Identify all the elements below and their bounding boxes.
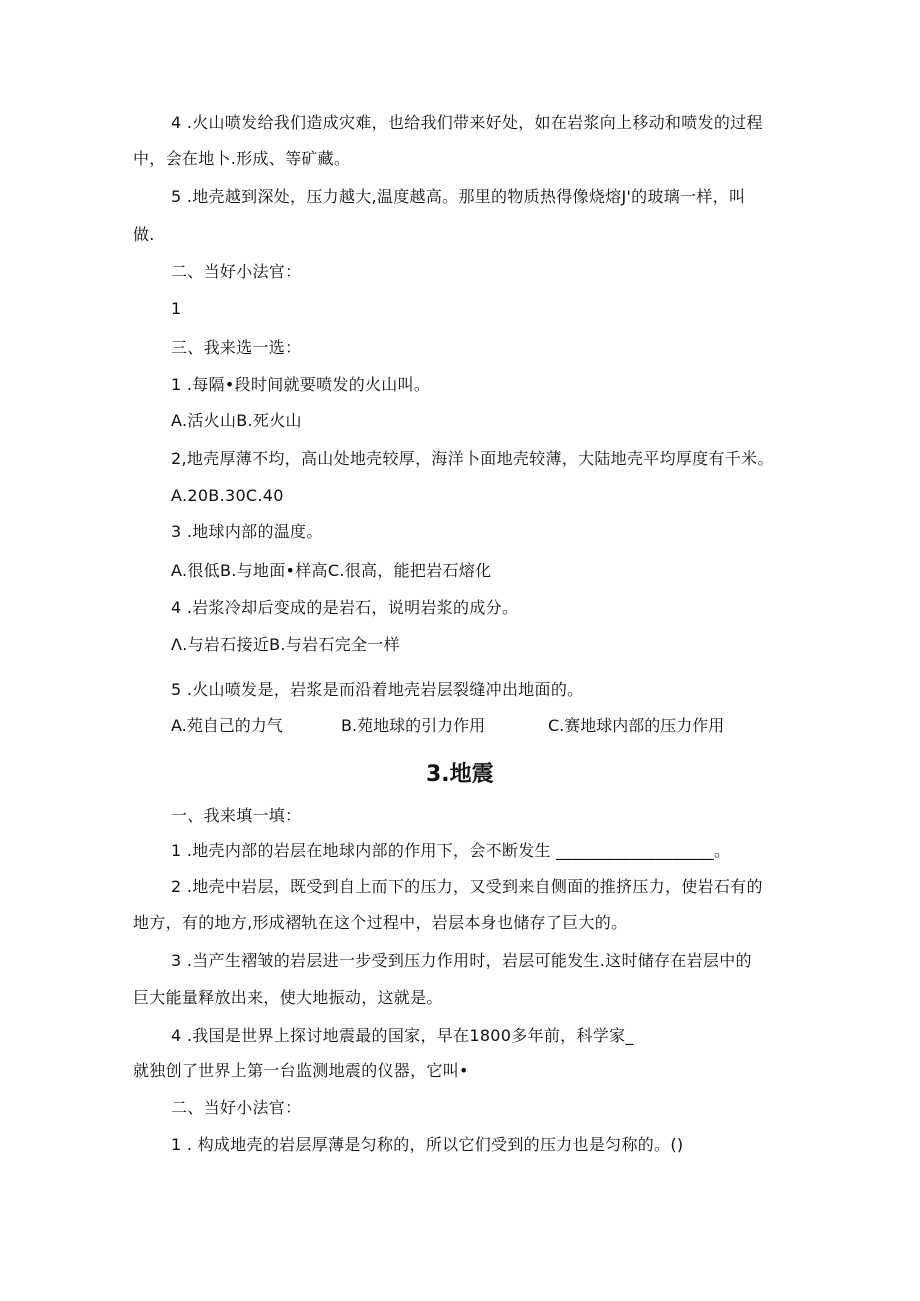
volcano-choice-q1-options: A.活火山B.死火山 xyxy=(171,411,302,430)
volcano-fill-q5-line2: 做. xyxy=(133,225,155,244)
earthquake-judge-q1: 1 . 构成地壳的岩层厚薄是匀称的，所以它们受到的压力也是匀称的。() xyxy=(171,1135,684,1154)
earthquake-fill-q1: 1 .地壳内部的岩层在地球内部的作用下，会不断发生 ___________________。 xyxy=(171,841,731,860)
volcano-judge-heading: 二、当好小法官： xyxy=(171,262,302,281)
volcano-choice-q4: 4 .岩浆冷却后变成的是岩石，说明岩浆的成分。 xyxy=(171,598,519,617)
volcano-choice-heading: 三、我来选一选： xyxy=(171,338,302,357)
volcano-choice-q5-option-a: A.苑自己的力气 xyxy=(171,716,283,735)
earthquake-fill-q4-line1: 4 .我国是世界上探讨地震最的国家，早在1800多年前，科学家_ xyxy=(171,1026,634,1045)
earthquake-section-title: 3.地震 xyxy=(426,762,494,787)
earthquake-fill-q2-line1: 2 .地壳中岩层，既受到自上而下的压力，又受到来自侧面的推挤压力，使岩石有的 xyxy=(171,877,763,896)
volcano-choice-q1: 1 .每隔•段时间就要喷发的火山叫。 xyxy=(171,375,431,394)
volcano-choice-q3-options: A.很低B.与地面•样高C.很高，能把岩石熔化 xyxy=(171,561,492,580)
volcano-choice-q3: 3 .地球内部的温度。 xyxy=(171,522,323,541)
volcano-choice-q2-options: A.20B.30C.40 xyxy=(171,486,284,505)
earthquake-judge-heading: 二、当好小法官： xyxy=(171,1098,302,1117)
earthquake-fill-heading: 一、我来填一填： xyxy=(171,806,302,825)
volcano-choice-q5: 5 .火山喷发是，岩浆是而沿着地壳岩层裂缝冲出地面的。 xyxy=(171,680,584,699)
earthquake-fill-q2-line2: 地方，有的地方,形成褶轨在这个过程中，岩层本身也储存了巨大的。 xyxy=(133,913,628,932)
volcano-fill-q4-line2: 中，会在地卜.形成、等矿藏。 xyxy=(133,149,351,168)
earthquake-fill-q4-line2: 就独创了世界上第一台监测地震的仪器，它叫• xyxy=(133,1061,469,1080)
volcano-choice-q2: 2,地壳厚薄不均，高山处地壳较厚，海洋卜面地壳较薄，大陆地壳平均厚度有千米。 xyxy=(171,449,774,468)
volcano-fill-q5-line1: 5 .地壳越到深处，压力越大,温度越高。那里的物质热得像烧熔J'的玻璃一样，叫 xyxy=(171,187,746,206)
volcano-choice-q5-option-c: C.赛地球内部的压力作用 xyxy=(548,716,725,735)
volcano-choice-q5-option-b: B.苑地球的引力作用 xyxy=(341,716,486,735)
volcano-fill-q4-line1: 4 .火山喷发给我们造成灾难，也给我们带来好处，如在岩浆向上移动和喷发的过程 xyxy=(171,113,763,132)
earthquake-fill-q3-line2: 巨大能量释放出来，使大地振动，这就是。 xyxy=(133,988,443,1007)
volcano-choice-q4-options: Λ.与岩石接近B.与岩石完全一样 xyxy=(171,635,400,654)
volcano-judge-item1: 1 xyxy=(171,299,182,318)
earthquake-fill-q3-line1: 3 .当产生褶皱的岩层进一步受到压力作用时，岩层可能发生.这时储存在岩层中的 xyxy=(171,951,752,970)
